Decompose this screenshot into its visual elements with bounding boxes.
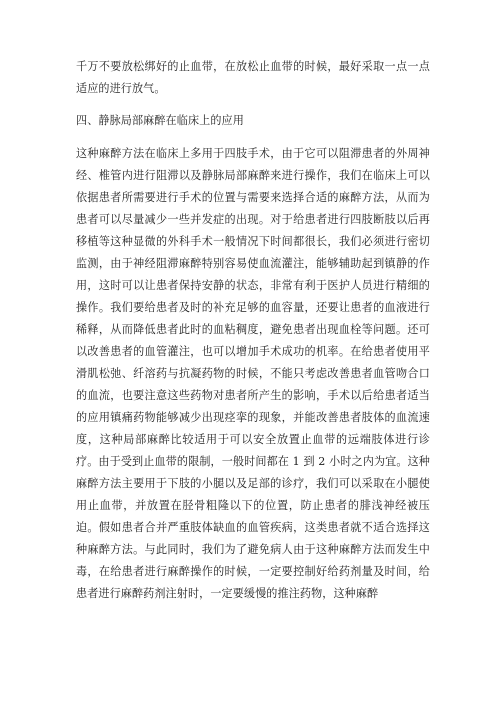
section-heading: 四、静脉局部麻醉在临床上的应用 [76,114,244,127]
body-paragraph: 这种麻醉方法在临床上多用于四肢手术，由于它可以阻滞患者的外周神经、椎管内进行阻滞以及静脉局部麻醉来进行操作，我们在临床上可以依据患者所需要进行手术的位置与需要来选择合适的麻醉方法，从而为患者可以尽量减少一些并发症的出现。对于给患者进行四肢断肢以后再移植等这种显微的外科手术一般情况下时间都很长，我们必须进行密切监测，由于神经阻滞麻醉特别容易使血流灌注，能够辅助起到镇静的作用，这时可以让患者保持安静的状态，非常有利于医护人员进行精细的操作。我们要给患者及时的补充足够的血容量，还要让患者的血液进行稀释，从而降低患者此时的血粘稠度，避免患者出现血栓等问题。还可以改善患者的血管灌注，也可以增加手术成功的机率。在给患者使用平滑肌松弛、纤溶药与抗凝药物的时候，不能只考虑改善患者血管吻合口的血流，也要注意这些药物对患者所产生的影响，手术以后给患者适当的应用镇痛药物能够减少出现痉挛的现象，并能改善患者肢体的血流速度，这种局部麻醉比较适用于可以安全放置止血带的远端肢体进行诊疗。由于受到止血带的限制，一般时间都在 1 到 2 小时之内为宜。这种麻醉方法主要用于下肢的小腿以及足部的诊疗，我们可以采取在小腿使用止血带，并放置在胫骨粗隆以下的位置，防止患者的腓浅神经被压迫。假如患者合并严重肢体缺血的血管疾病，这类患者就不适合选择这种麻醉方法。与此同时，我们为了避免病人由于这种麻醉方法而发生中毒，在给患者进行麻醉操作的时候，一定要控制好给药剂量及时间，给患者进行麻醉药剂注射时，一定要缓慢的推注药物，这种麻醉 [76,147,430,600]
document-page [76,56,430,605]
lead-paragraph: 千万不要放松绑好的止血带，在放松止血带的时候，最好采取一点一点适应的进行放气。 [76,60,430,95]
